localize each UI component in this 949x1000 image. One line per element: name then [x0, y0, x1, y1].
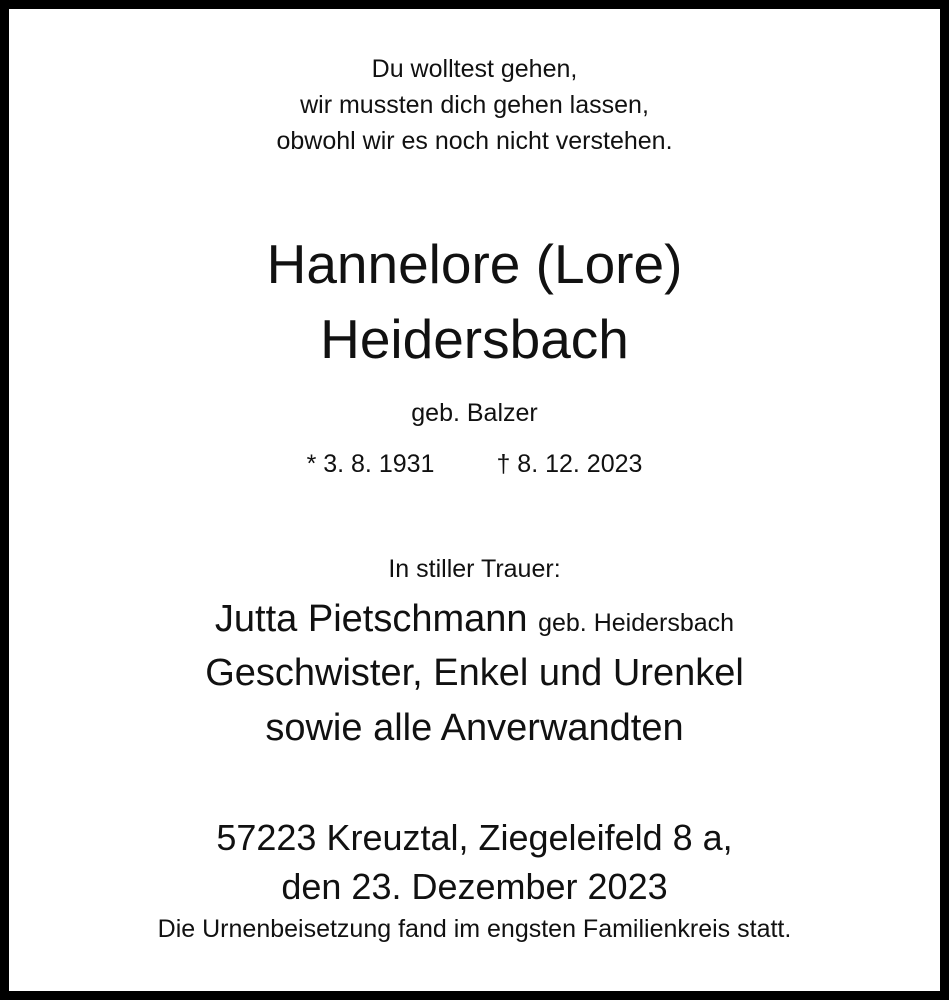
- address-line-1: 57223 Kreuztal, Ziegeleifeld 8 a,: [216, 817, 733, 858]
- poem-line-1: Du wolltest gehen,: [371, 55, 578, 83]
- primary-mourner: [9, 600, 940, 638]
- life-dates: [9, 452, 940, 477]
- mourners-line-3: sowie alle Anverwandten: [265, 707, 684, 749]
- primary-mourner-name: Jutta Pietschmann: [214, 598, 528, 640]
- address-line-2: den 23. Dezember 2023: [281, 866, 668, 907]
- mourners-line-2: Geschwister, Enkel und Urenkel: [205, 652, 744, 694]
- deceased-birth-name: geb. Balzer: [411, 399, 538, 427]
- mourners-intro: In stiller Trauer:: [388, 555, 561, 583]
- deceased-name-line-2: Heidersbach: [320, 308, 629, 370]
- death-date: † 8. 12. 2023: [496, 450, 643, 478]
- primary-mourner-birth-name: geb. Heidersbach: [538, 609, 735, 637]
- poem-line-3: obwohl wir es noch nicht verstehen.: [276, 127, 673, 155]
- birth-date: * 3. 8. 1931: [306, 450, 435, 478]
- burial-note: Die Urnenbeisetzung fand im engsten Familienkreis statt.: [157, 915, 792, 943]
- deceased-name-line-1: Hannelore (Lore): [266, 233, 683, 295]
- poem-line-2: wir mussten dich gehen lassen,: [300, 91, 649, 119]
